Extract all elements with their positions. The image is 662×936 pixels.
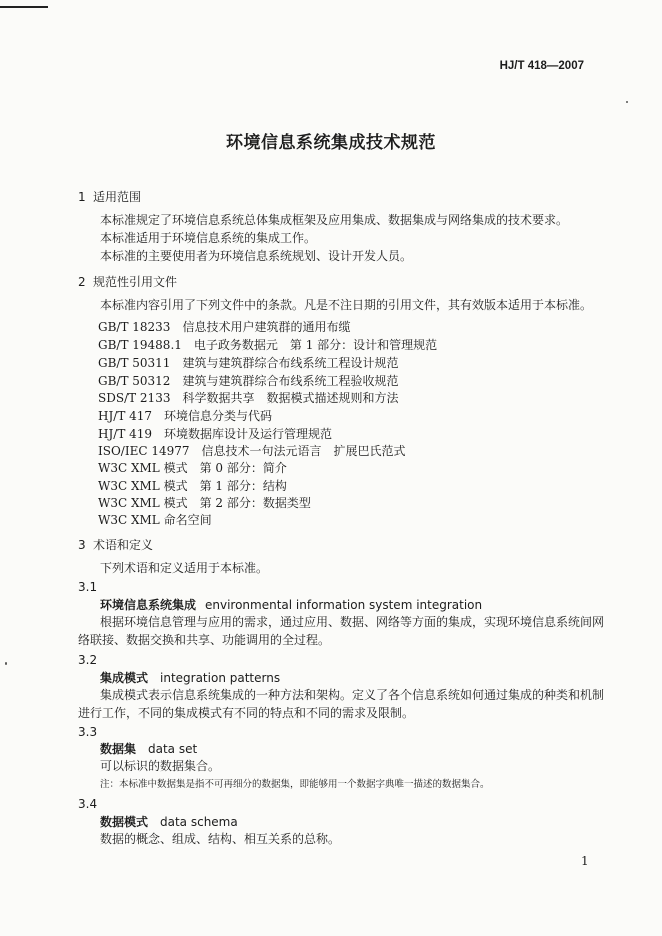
reference-item: GB/T 50312 建筑与建筑群综合布线系统工程验收规范 [98,374,399,388]
section-number: 3 [78,538,86,552]
scan-speck [5,662,7,665]
reference-item: HJ/T 417 环境信息分类与代码 [98,409,273,423]
term-chinese: 数据模式 [100,815,149,829]
corner-crop-mark [0,6,48,8]
term-chinese: 数据集 [100,742,137,756]
term-number: 3.2 [78,653,98,667]
term-number: 3.1 [78,580,98,594]
paragraph: 本标准内容引用了下列文件中的条款。凡是不注日期的引用文件，其有效版本适用于本标准。 [100,298,593,312]
reference-item: W3C XML 命名空间 [98,513,212,527]
definition-line: 络联接、数据交换和共享、功能调用的全过程。 [78,633,331,647]
paragraph: 本标准适用于环境信息系统的集成工作。 [100,231,317,245]
reference-item: HJ/T 419 环境数据库设计及运行管理规范 [98,427,333,441]
term-english: data set [148,742,198,756]
term-number: 3.3 [78,725,98,739]
paragraph: 本标准的主要使用者为环境信息系统规划、设计开发人员。 [100,249,413,263]
term-number: 3.4 [78,797,98,811]
section-heading: 规范性引用文件 [93,275,178,289]
term-english: environmental information system integration [205,598,483,612]
reference-item: GB/T 19488.1 电子政务数据元 第 1 部分：设计和管理规范 [98,338,438,352]
section-number: 2 [78,275,86,289]
definition-line: 根据环境信息管理与应用的需求，通过应用、数据、网络等方面的集成，实现环境信息系统间网 [100,615,605,629]
reference-item: GB/T 18233 信息技术用户建筑群的通用布缆 [98,320,351,334]
section-heading: 适用范围 [93,190,142,204]
definition-line: 可以标识的数据集合。 [100,759,221,773]
scan-speck [626,101,628,103]
reference-item: ISO/IEC 14977 信息技术一句法元语言 扩展巴氏范式 [98,444,406,458]
reference-item: W3C XML 模式 第 2 部分：数据类型 [98,496,311,510]
definition-line: 集成模式表示信息系统集成的一种方法和架构。定义了各个信息系统如何通过集成的种类和机制 [100,688,605,702]
document-title: 环境信息系统集成技术规范 [226,133,436,153]
definition-line: 数据的概念、组成、结构、相互关系的总称。 [100,832,341,846]
page-number: 1 [581,854,589,868]
note: 注：本标准中数据集是指不可再细分的数据集，即能够用一个数据字典唯一描述的数据集合。 [100,779,490,790]
reference-item: GB/T 50311 建筑与建筑群综合布线系统工程设计规范 [98,356,399,370]
section-heading: 术语和定义 [93,538,154,552]
reference-item: W3C XML 模式 第 1 部分：结构 [98,479,287,493]
paragraph: 本标准规定了环境信息系统总体集成框架及应用集成、数据集成与网络集成的技术要求。 [100,213,569,227]
term-english: integration patterns [160,671,281,685]
reference-item: W3C XML 模式 第 0 部分：简介 [98,461,287,475]
section-number: 1 [78,190,86,204]
paragraph: 下列术语和定义适用于本标准。 [100,561,269,575]
term-english: data schema [160,815,238,829]
term-chinese: 集成模式 [100,671,149,685]
reference-item: SDS/T 2133 科学数据共享 数据模式描述规则和方法 [98,391,399,405]
term-chinese: 环境信息系统集成 [100,598,197,612]
definition-line: 进行工作，不同的集成模式有不同的特点和不同的需求及限制。 [78,706,415,720]
standard-code: HJ/T 418—2007 [499,60,584,72]
